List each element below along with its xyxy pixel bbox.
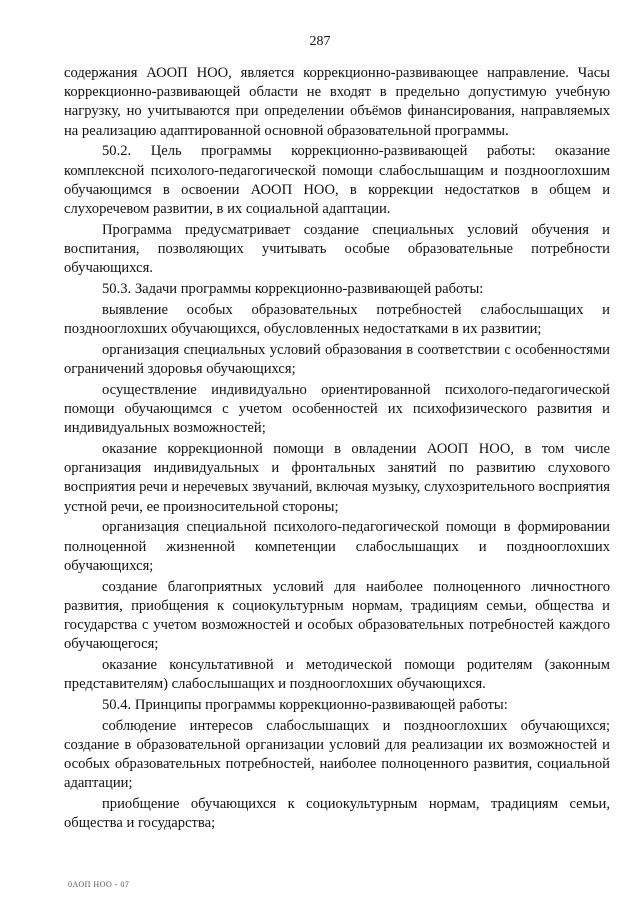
paragraph: 50.2. Цель программы коррекционно-развивающей работы: оказание комплексной психолого-педагогической помощи слабослышащим и позднооглохшим обучающимся в освоении АООП НОО, в коррекции недостатков в общем и слухоречевом развитии, в их социальной адаптации. [64, 143, 610, 218]
list-item: осуществление индивидуально ориентированной психолого-педагогической помощи обучающимся с учетом особенностей их психофизического развития и индивидуальных возможностей; [64, 381, 610, 437]
footer-code: 0АОП НОО - 07 [68, 880, 130, 889]
document-body [64, 64, 610, 835]
list-item: организация специальной психолого-педагогической помощи в формировании полноценной жизненной компетенции слабослышащих и позднооглохших обучающихся; [64, 519, 610, 574]
paragraph: содержания АООП НОО, является коррекционно-развивающее направление. Часы коррекционно-развивающей области не входят в предельно допустимую учебную нагрузку, но учитываются при определении объёмов финансирования, направляемых на реализацию адаптированной основной образовательной программы. [64, 65, 610, 139]
section-heading: 50.4. Принципы программы коррекционно-развивающей работы: [102, 697, 508, 714]
list-item: приобщение обучающихся к социокультурным нормам, традициям семьи, общества и государства; [64, 796, 610, 832]
list-item: организация специальных условий образования в соответствии с особенностями ограничений здоровья обучающихся; [64, 341, 610, 378]
section-heading: 50.3. Задачи программы коррекционно-развивающей работы: [102, 281, 484, 298]
list-item: создание благоприятных условий для наиболее полноценного личностного развития, приобщения к социокультурным нормам, традициям семьи, общества и государства с учетом возможностей и особых образовательных потребностей каждого обучающегося; [64, 578, 610, 653]
list-item: оказание коррекционной помощи в овладении АООП НОО, в том числе организация индивидуальных и фронтальных занятий по развитию слухового восприятия речи и неречевых звучаний, включая музыку, слухозрительного восприятия устной речи, ее произносительной стороны; [64, 441, 610, 515]
list-item: выявление особых образовательных потребностей слабослышащих и позднооглохших обучающихся, обусловленных недостатками в их развитии; [64, 301, 610, 338]
page-number: 287 [309, 34, 331, 49]
list-item: соблюдение интересов слабослышащих и позднооглохших обучающихся; создание в образовательной организации условий для реализации их возможностей и особых образовательных потребностей, наиболее полноценного развития, социальной адаптации; [64, 717, 610, 792]
paragraph: Программа предусматривает создание специальных условий обучения и воспитания, позволяющих учитывать особые образовательные потребности обучающихся. [64, 221, 610, 277]
list-item: оказание консультативной и методической помощи родителям (законным представителям) слабослышащих и позднооглохших обучающихся. [64, 657, 610, 693]
